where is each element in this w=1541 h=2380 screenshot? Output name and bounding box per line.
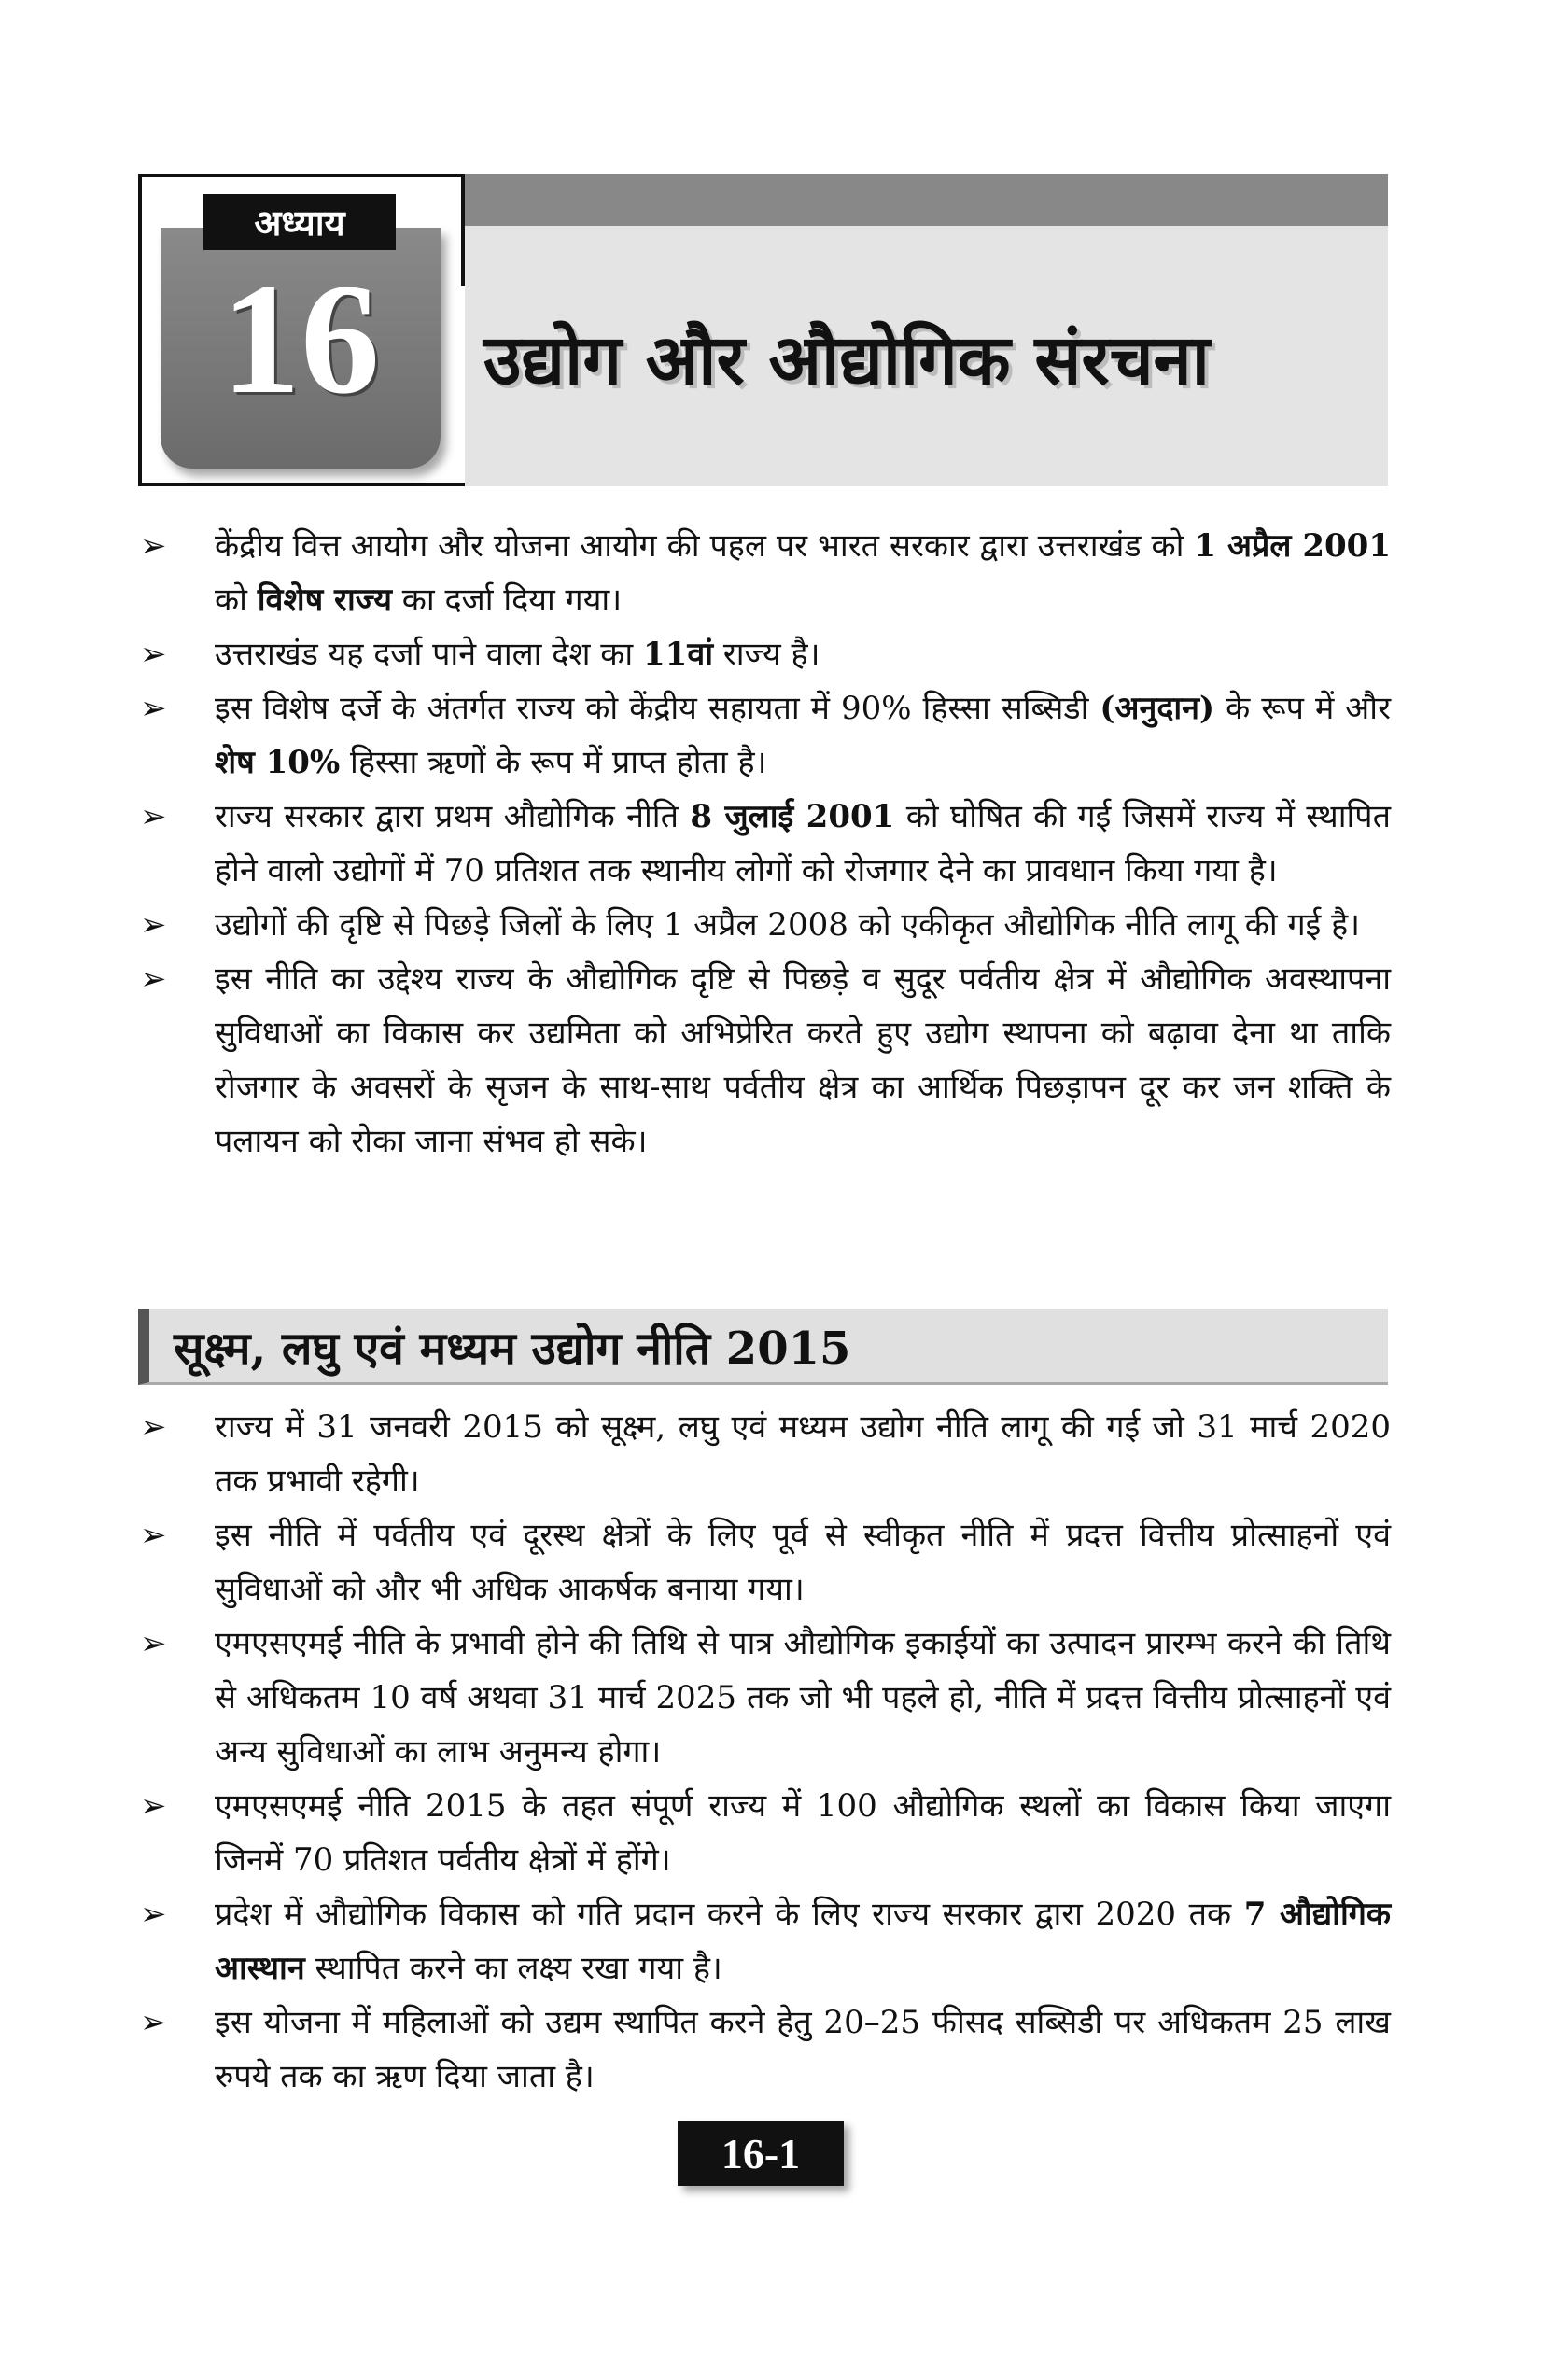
bullet-text: राज्य सरकार द्वारा प्रथम औद्योगिक नीति — [215, 798, 691, 835]
bullet-text: को घोषित की गई जिसमें राज्य में स्थापित होने वालो उद्योगों में 70 प्रतिशत तक स्थानीय लोगों को रोजगार देने का प्रावधान किया गया है। — [215, 798, 1392, 889]
bullet-bold-text: 1 अप्रैल 2001 — [1194, 527, 1391, 565]
bullet-text: उद्योगों की दृष्टि से पिछड़े जिलों के लिए 1 अप्रैल 2008 को एकीकृत औद्योगिक नीति लागू की गई है। — [215, 906, 1361, 944]
header-frame-right — [461, 174, 465, 286]
bullet-text: इस नीति में पर्वतीय एवं दूरस्थ क्षेत्रों के लिए पूर्व से स्वीकृत नीति में प्रदत्त वित्तीय प्रोत्साहनों एवं सुविधाओं को और भी अधिक आकर्षक बनाया गया। — [215, 1517, 1391, 1608]
bullet-arrow-icon: ➢ — [140, 1896, 167, 1933]
bullet-bold-text: (अनुदान) — [1100, 690, 1215, 727]
bullet-item — [140, 1779, 1391, 1887]
bullet-item — [140, 627, 1391, 681]
bullet-text: एमएसएमई नीति के प्रभावी होने की तिथि से पात्र औद्योगिक इकाईयों का उत्पादन प्रारम्भ करने की तिथि से अधिकतम 10 वर्ष अथवा 31 मार्च 2025 तक जो भी पहले हो, नीति में प्रदत्त वित्तीय प्रोत्साहनों एवं अन्य सुविधाओं का लाभ अनुमन्य होगा। — [215, 1625, 1391, 1771]
bullet-item — [140, 1887, 1391, 1995]
bullet-text: एमएसएमई नीति 2015 के तहत संपूर्ण राज्य में 100 औद्योगिक स्थलों का विकास किया जाएगा जिनमें 70 प्रतिशत पर्वतीय क्षेत्रों में होंगे। — [215, 1787, 1391, 1879]
bullet-bold-text: 11वां — [643, 636, 714, 673]
bullet-arrow-icon: ➢ — [140, 636, 167, 673]
bullet-text: राज्य में 31 जनवरी 2015 को सूक्ष्म, लघु एवं मध्यम उद्योग नीति लागू की गई जो 31 मार्च 2020 तक प्रभावी रहेगी। — [215, 1408, 1391, 1500]
chapter-title: उद्योग और औद्योगिक संरचना — [483, 320, 1210, 400]
bullet-item — [140, 1995, 1391, 2104]
bullet-arrow-icon: ➢ — [140, 1787, 167, 1825]
bullet-text: इस विशेष दर्जे के अंतर्गत राज्य को केंद्रीय सहायता में 90% हिस्सा सब्सिडी — [215, 690, 1100, 727]
bullet-item — [140, 898, 1391, 952]
bullet-text: को — [215, 581, 258, 619]
bullet-arrow-icon: ➢ — [140, 906, 167, 944]
intro-bullet-list — [140, 519, 1391, 1169]
bullet-text: के रूप में और — [1214, 690, 1391, 727]
msme-bullet-list — [140, 1400, 1391, 2104]
bullet-text: प्रदेश में औद्योगिक विकास को गति प्रदान करने के लिए राज्य सरकार द्वारा 2020 तक — [215, 1896, 1244, 1933]
bullet-arrow-icon: ➢ — [140, 960, 167, 998]
bullet-text: उत्तराखंड यह दर्जा पाने वाला देश का — [215, 636, 644, 673]
bullet-arrow-icon: ➢ — [140, 690, 167, 727]
bullet-item — [140, 1617, 1391, 1779]
bullet-item — [140, 1400, 1391, 1508]
bullet-arrow-icon: ➢ — [140, 2004, 167, 2041]
bullet-text: केंद्रीय वित्त आयोग और योजना आयोग की पहल पर भारत सरकार द्वारा उत्तराखंड को — [215, 527, 1195, 565]
bullet-item — [140, 1508, 1391, 1617]
chapter-label: अध्याय — [203, 194, 396, 250]
bullet-arrow-icon: ➢ — [140, 1408, 167, 1446]
bullet-text: हिस्सा ऋणों के रूप में प्राप्त होता है। — [340, 744, 767, 781]
bullet-text: इस योजना में महिलाओं को उद्यम स्थापित करने हेतु 20–25 फीसद सब्सिडी पर अधिकतम 25 लाख रुपये तक का ऋण दिया जाता है। — [215, 2004, 1391, 2095]
header-frame-bottom — [138, 483, 465, 486]
bullet-arrow-icon: ➢ — [140, 527, 167, 565]
bullet-arrow-icon: ➢ — [140, 1517, 167, 1554]
bullet-bold-text: शेष 10% — [215, 744, 341, 781]
bullet-text: इस नीति का उद्देश्य राज्य के औद्योगिक दृष्टि से पिछड़े व सुदूर पर्वतीय क्षेत्र में औद्योगिक अवस्थापना सुविधाओं का विकास कर उद्यमिता को अभिप्रेरित करते हुए उद्योग स्थापना को बढ़ावा देना था ताकि रोजगार के अवसरों के सृजन के साथ-साथ पर्वतीय क्षेत्र का आर्थिक पिछड़ापन दूर कर जन शक्ति के पलायन को रोका जाना संभव हो सके। — [215, 960, 1391, 1160]
bullet-bold-text: 8 जुलाई 2001 — [690, 798, 895, 835]
section-heading: सूक्ष्म, लघु एवं मध्यम उद्योग नीति 2015 — [174, 1322, 851, 1375]
bullet-item — [140, 681, 1391, 790]
bullet-text: का दर्जा दिया गया। — [391, 581, 623, 619]
bullet-item — [140, 952, 1391, 1169]
chapter-number: 16 — [221, 251, 380, 427]
bullet-item — [140, 790, 1391, 898]
bullet-bold-text: 7 औद्योगिक आस्थान — [215, 1896, 1392, 1987]
bullet-item — [140, 519, 1391, 627]
bullet-text: राज्य है। — [713, 636, 820, 673]
bullet-text: स्थापित करने का लक्ष्य रखा गया है। — [304, 1950, 722, 1987]
header-top-strip — [465, 174, 1388, 226]
bullet-arrow-icon: ➢ — [140, 798, 167, 835]
bullet-bold-text: विशेष राज्य — [257, 581, 392, 619]
bullet-arrow-icon: ➢ — [140, 1625, 167, 1662]
page-number: 16-1 — [678, 2121, 844, 2186]
